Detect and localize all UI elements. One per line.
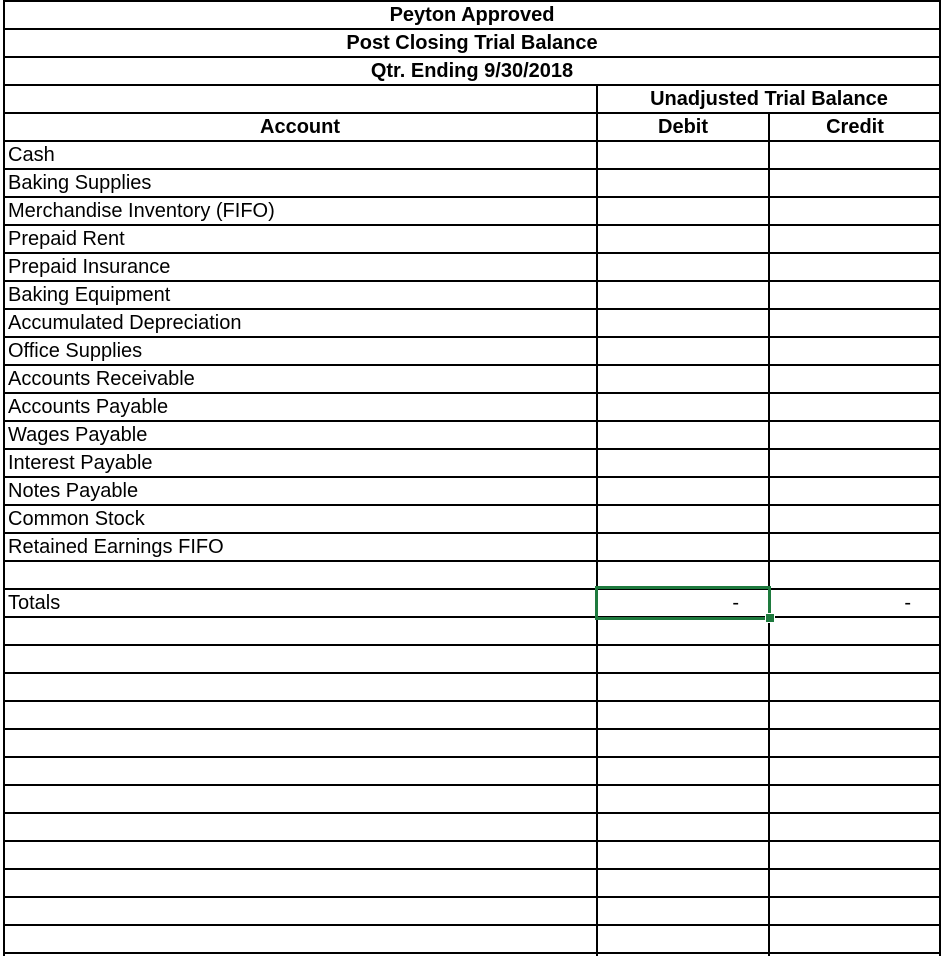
- empty-cell[interactable]: [3, 870, 597, 896]
- empty-cell[interactable]: [3, 674, 597, 700]
- account-row[interactable]: [3, 534, 941, 562]
- account-row[interactable]: [3, 506, 941, 534]
- credit-cell[interactable]: [769, 506, 941, 532]
- credit-cell[interactable]: [769, 254, 941, 280]
- empty-cell[interactable]: [3, 926, 597, 952]
- debit-cell[interactable]: [597, 310, 769, 336]
- empty-cell[interactable]: [769, 842, 941, 868]
- empty-cell[interactable]: [597, 646, 769, 672]
- empty-row[interactable]: [3, 814, 941, 842]
- credit-cell[interactable]: [769, 450, 941, 476]
- title-row-period[interactable]: [3, 58, 941, 86]
- account-row[interactable]: [3, 562, 941, 590]
- empty-row[interactable]: [3, 926, 941, 954]
- empty-cell[interactable]: [597, 702, 769, 728]
- empty-cell[interactable]: [769, 758, 941, 784]
- empty-row[interactable]: [3, 618, 941, 646]
- credit-cell[interactable]: [769, 394, 941, 420]
- empty-cell[interactable]: [3, 814, 597, 840]
- empty-cell[interactable]: [3, 730, 597, 756]
- account-name-cell[interactable]: Accounts Payable: [8, 396, 169, 418]
- credit-cell[interactable]: [769, 366, 941, 392]
- debit-cell[interactable]: [597, 170, 769, 196]
- debit-cell[interactable]: [597, 226, 769, 252]
- empty-row[interactable]: [3, 898, 941, 926]
- debit-column-divider: [596, 86, 598, 956]
- account-row[interactable]: [3, 142, 941, 170]
- account-name-cell[interactable]: [3, 562, 597, 588]
- credit-cell[interactable]: [769, 226, 941, 252]
- account-row[interactable]: [3, 366, 941, 394]
- empty-cell[interactable]: [597, 814, 769, 840]
- empty-row[interactable]: [3, 786, 941, 814]
- account-row[interactable]: [3, 478, 941, 506]
- account-row[interactable]: [3, 310, 941, 338]
- credit-column-divider: [768, 114, 770, 956]
- empty-cell[interactable]: [769, 618, 941, 644]
- account-row[interactable]: [3, 338, 941, 366]
- grid-right-border: [939, 0, 941, 956]
- account-row[interactable]: [3, 170, 941, 198]
- debit-cell[interactable]: [597, 478, 769, 504]
- title-row-company[interactable]: [3, 0, 941, 30]
- credit-cell[interactable]: [769, 310, 941, 336]
- empty-cell[interactable]: [597, 898, 769, 924]
- totals-credit[interactable]: -: [904, 592, 911, 614]
- empty-cell[interactable]: [3, 898, 597, 924]
- debit-cell[interactable]: [597, 506, 769, 532]
- credit-cell[interactable]: [769, 422, 941, 448]
- account-row[interactable]: [3, 198, 941, 226]
- active-cell-selection[interactable]: [595, 586, 771, 620]
- empty-cell[interactable]: [3, 758, 597, 784]
- debit-cell[interactable]: [597, 254, 769, 280]
- section-header-blank-cell[interactable]: [3, 86, 597, 112]
- section-header-label[interactable]: Unadjusted Trial Balance: [650, 88, 888, 110]
- empty-cell[interactable]: [769, 674, 941, 700]
- empty-cell[interactable]: [769, 926, 941, 952]
- empty-cell[interactable]: [769, 646, 941, 672]
- empty-cell[interactable]: [769, 870, 941, 896]
- debit-cell[interactable]: [597, 394, 769, 420]
- empty-cell[interactable]: [597, 786, 769, 812]
- column-header-row[interactable]: [3, 114, 941, 142]
- empty-cell[interactable]: [597, 926, 769, 952]
- empty-cell[interactable]: [3, 786, 597, 812]
- empty-row[interactable]: [3, 674, 941, 702]
- credit-cell[interactable]: [769, 170, 941, 196]
- debit-cell[interactable]: [597, 338, 769, 364]
- empty-row[interactable]: [3, 758, 941, 786]
- credit-cell[interactable]: [769, 198, 941, 224]
- empty-row[interactable]: [3, 646, 941, 674]
- empty-cell[interactable]: [769, 814, 941, 840]
- account-name-cell[interactable]: Cash: [8, 144, 55, 166]
- account-name-cell[interactable]: Office Supplies: [8, 340, 143, 362]
- credit-column-header[interactable]: Credit: [826, 116, 884, 138]
- account-name-cell[interactable]: Prepaid Insurance: [8, 256, 171, 278]
- account-name-cell[interactable]: Accounts Receivable: [8, 368, 195, 390]
- totals-debit[interactable]: -: [732, 592, 739, 614]
- company-name[interactable]: Peyton Approved: [389, 4, 555, 26]
- credit-cell[interactable]: [769, 338, 941, 364]
- account-name-cell[interactable]: Accumulated Depreciation: [8, 312, 242, 334]
- account-row[interactable]: [3, 450, 941, 478]
- account-name-cell[interactable]: Baking Equipment: [8, 284, 171, 306]
- debit-cell[interactable]: [597, 366, 769, 392]
- account-column-header[interactable]: Account: [260, 116, 340, 138]
- empty-cell[interactable]: [3, 646, 597, 672]
- credit-cell[interactable]: [769, 534, 941, 560]
- account-name-cell[interactable]: Wages Payable: [8, 424, 148, 446]
- debit-cell[interactable]: [597, 282, 769, 308]
- spreadsheet-grid: [3, 0, 941, 956]
- account-name-cell[interactable]: Merchandise Inventory (FIFO): [8, 200, 275, 222]
- account-name-cell[interactable]: Interest Payable: [8, 452, 153, 474]
- account-row[interactable]: [3, 254, 941, 282]
- empty-cell[interactable]: [597, 618, 769, 644]
- empty-cell[interactable]: [597, 730, 769, 756]
- credit-cell[interactable]: [769, 142, 941, 168]
- empty-cell[interactable]: [597, 870, 769, 896]
- empty-cell[interactable]: [597, 674, 769, 700]
- account-row[interactable]: [3, 226, 941, 254]
- empty-row[interactable]: [3, 730, 941, 758]
- empty-cell[interactable]: [3, 842, 597, 868]
- period-title[interactable]: Qtr. Ending 9/30/2018: [370, 60, 574, 82]
- credit-cell[interactable]: [769, 478, 941, 504]
- debit-cell[interactable]: [597, 450, 769, 476]
- debit-cell[interactable]: [597, 422, 769, 448]
- empty-row[interactable]: [3, 870, 941, 898]
- empty-cell[interactable]: [769, 702, 941, 728]
- debit-column-header[interactable]: Debit: [658, 116, 708, 138]
- totals-row[interactable]: [3, 590, 941, 618]
- credit-cell[interactable]: [769, 282, 941, 308]
- debit-cell[interactable]: [597, 142, 769, 168]
- totals-label[interactable]: Totals: [8, 592, 61, 614]
- empty-cell[interactable]: [769, 898, 941, 924]
- debit-cell[interactable]: [597, 534, 769, 560]
- empty-cell[interactable]: [769, 786, 941, 812]
- debit-cell[interactable]: [597, 198, 769, 224]
- empty-row[interactable]: [3, 702, 941, 730]
- empty-cell[interactable]: [3, 702, 597, 728]
- account-name-cell[interactable]: Baking Supplies: [8, 172, 152, 194]
- fill-handle[interactable]: [765, 613, 775, 623]
- title-row-statement[interactable]: [3, 30, 941, 58]
- credit-cell[interactable]: [769, 562, 941, 588]
- account-name-cell[interactable]: Retained Earnings FIFO: [8, 536, 224, 558]
- debit-cell[interactable]: [597, 562, 769, 588]
- account-name-cell[interactable]: Common Stock: [8, 508, 145, 530]
- statement-title[interactable]: Post Closing Trial Balance: [346, 32, 598, 54]
- account-name-cell[interactable]: Notes Payable: [8, 480, 139, 502]
- empty-cell[interactable]: [597, 758, 769, 784]
- section-header-row[interactable]: [3, 86, 941, 114]
- empty-cell[interactable]: [3, 618, 597, 644]
- account-row[interactable]: [3, 422, 941, 450]
- empty-row[interactable]: [3, 842, 941, 870]
- empty-cell[interactable]: [769, 730, 941, 756]
- account-name-cell[interactable]: Prepaid Rent: [8, 228, 125, 250]
- empty-cell[interactable]: [597, 842, 769, 868]
- account-row[interactable]: [3, 394, 941, 422]
- account-row[interactable]: [3, 282, 941, 310]
